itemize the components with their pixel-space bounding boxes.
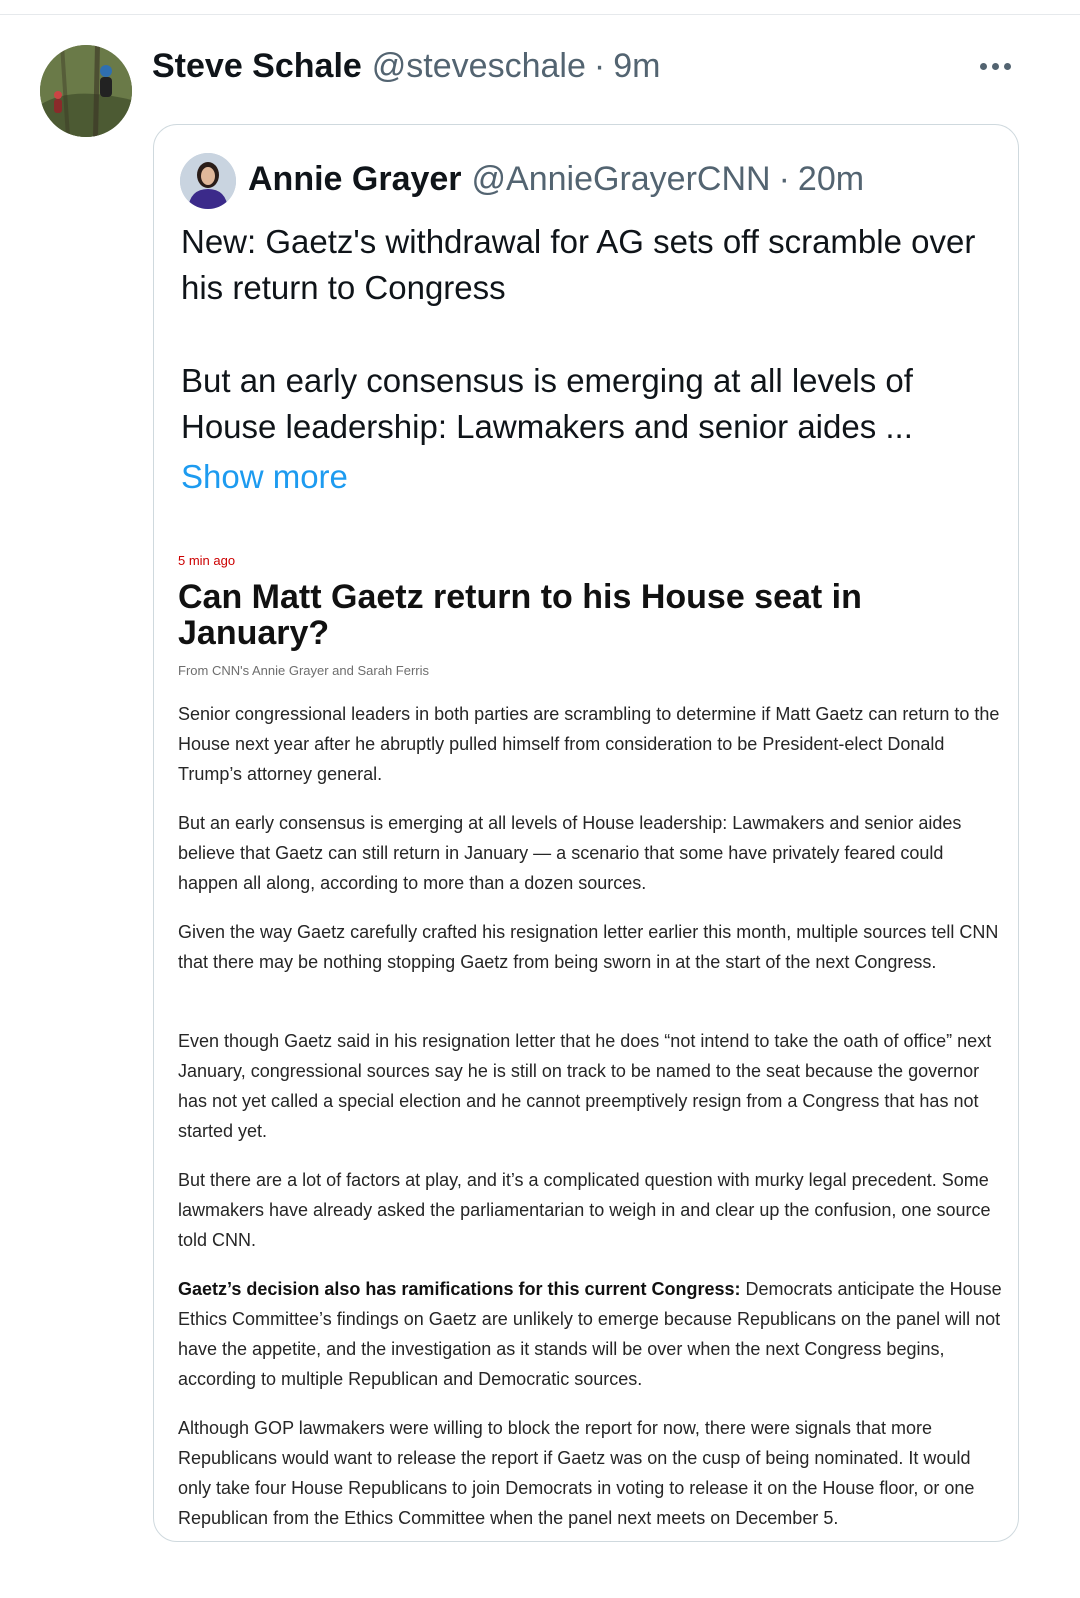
show-more-link[interactable]: Show more xyxy=(181,458,348,495)
article-paragraph: But an early consensus is emerging at all levels of House leadership: Lawmakers and senior aides believe that Gaetz can still return in January — a scenario that some have privately feared could happen all along, according to more than a dozen sources. xyxy=(178,813,962,893)
article-time-ago: 5 min ago xyxy=(178,553,236,568)
quoted-author-avatar[interactable] xyxy=(180,153,236,209)
article-title: Can Matt Gaetz return to his House seat in January? xyxy=(178,578,862,652)
article-paragraph: Given the way Gaetz carefully crafted his resignation letter earlier this month, multiple sources tell CNN that there may be nothing stopping Gaetz from being sworn in at the start of the next Congress. xyxy=(178,922,999,972)
author-avatar[interactable] xyxy=(40,45,132,137)
article-paragraph: Even though Gaetz said in his resignation letter that he does “not intend to take the oath of office” next January, congressional sources say he is still on track to be named to the seat because the governor has not yet called a special election and he cannot preemptively resign from a Congress that has not started yet. xyxy=(178,1031,992,1141)
separator-dot: · xyxy=(778,159,790,198)
author-name[interactable]: Steve Schale xyxy=(152,46,362,85)
quoted-tweet-header xyxy=(248,157,864,201)
top-divider xyxy=(0,14,1080,15)
quoted-tweet-timestamp[interactable]: 20m xyxy=(797,159,865,198)
article-paragraph-rest: Democrats anticipate the House Ethics Committee’s findings on Gaetz are unlikely to emerge because Republicans on the panel will not have the appetite, and the investigation as it stands will be over when the next Congress begins, according to multiple Republican and Democratic sources. xyxy=(178,1279,1002,1389)
article-paragraph-bold-lead: Gaetz’s decision also has ramifications for this current Congress: xyxy=(178,1279,741,1299)
quoted-tweet-card[interactable] xyxy=(153,124,1019,1542)
avatar-photo xyxy=(40,45,132,137)
quoted-author-name[interactable]: Annie Grayer xyxy=(248,159,462,198)
quoted-tweet-text-2: But an early consensus is emerging at all levels of House leadership: Lawmakers and senior aides ... xyxy=(181,362,913,445)
separator-dot: · xyxy=(593,46,606,85)
quoted-avatar-photo xyxy=(180,153,236,209)
tweet-header xyxy=(152,44,660,88)
article-paragraph: But there are a lot of factors at play, and it’s a complicated question with murky legal precedent. Some lawmakers have already asked the parliamentarian to weigh in and clear up the confusion, one source told CNN. xyxy=(178,1170,991,1250)
more-options-button[interactable] xyxy=(980,56,1020,76)
author-handle[interactable]: @steveschale xyxy=(371,46,586,85)
quoted-author-handle[interactable]: @AnnieGrayerCNN xyxy=(471,159,771,198)
more-horizontal-icon xyxy=(980,63,987,70)
tweet-timestamp[interactable]: 9m xyxy=(613,46,661,85)
article-paragraph xyxy=(178,1274,1008,1394)
article-byline: From CNN's Annie Grayer and Sarah Ferris xyxy=(178,663,430,678)
quoted-tweet-text-1: New: Gaetz's withdrawal for AG sets off scramble over his return to Congress xyxy=(181,223,976,306)
article-paragraph: Although GOP lawmakers were willing to block the report for now, there were signals that more Republicans would want to release the report if Gaetz was on the cusp of being nominated. It would only take four House Republicans to join Democrats in voting to release it on the House floor, or one Republican from the Ethics Committee when the panel next meets on December 5. xyxy=(178,1418,975,1528)
article-paragraph: Senior congressional leaders in both parties are scrambling to determine if Matt Gaetz can return to the House next year after he abruptly pulled himself from consideration to be President-elect Donald Trump’s attorney general. xyxy=(178,704,1000,784)
